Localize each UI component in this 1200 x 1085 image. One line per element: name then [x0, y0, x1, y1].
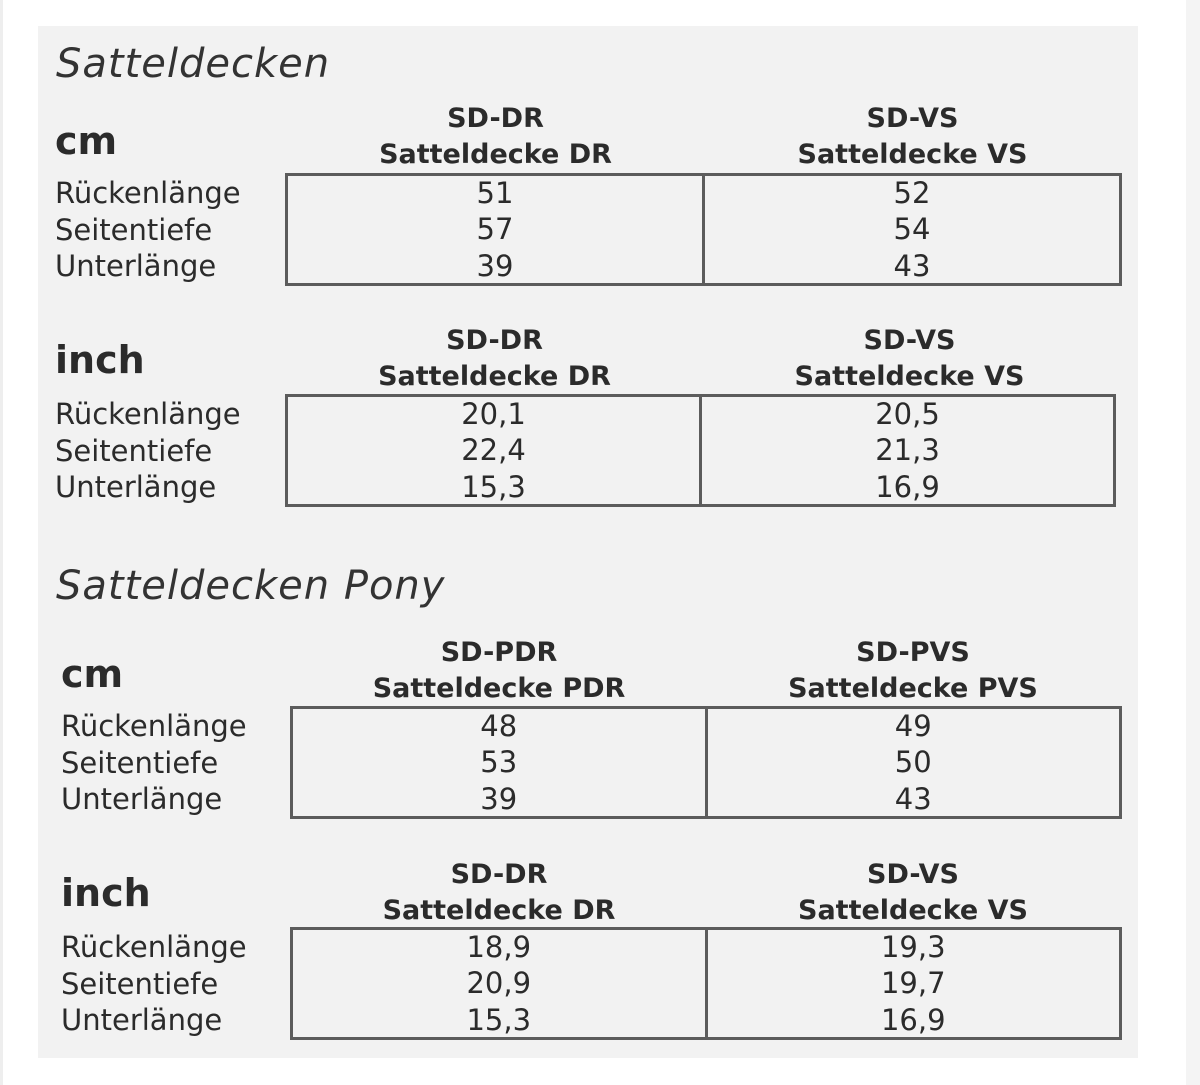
column-header — [704, 101, 1121, 173]
table-cell: 50 — [894, 745, 932, 780]
table-column — [293, 709, 705, 816]
row-labels — [61, 708, 247, 818]
row-label: Unterlänge — [55, 470, 217, 504]
row-label: Rückenlänge — [61, 930, 247, 964]
table-column — [288, 176, 702, 283]
size-table — [290, 706, 1122, 819]
table-cell: 51 — [476, 175, 514, 210]
column-header — [287, 101, 704, 173]
column-code: SD-VS — [867, 859, 959, 890]
column-code: SD-VS — [863, 325, 956, 356]
table-cell: 16,9 — [880, 1002, 946, 1037]
column-code: SD-DR — [450, 859, 548, 890]
row-label: Unterlänge — [61, 782, 223, 816]
row-label: Rückenlänge — [55, 397, 241, 431]
left-edge — [0, 0, 3, 1085]
table-cell: 57 — [476, 212, 514, 247]
row-labels — [55, 396, 241, 506]
column-name: Satteldecke DR — [379, 139, 612, 170]
column-name: Satteldecke VS — [797, 139, 1028, 170]
column-header — [292, 857, 706, 929]
size-table — [285, 394, 1116, 507]
column-name: Satteldecke VS — [798, 895, 1028, 926]
column-header — [706, 635, 1120, 707]
unit-label: cm — [55, 119, 118, 163]
table-cell: 39 — [480, 781, 518, 816]
table-column — [293, 930, 705, 1037]
row-labels — [61, 929, 247, 1039]
table-cell: 20,5 — [875, 396, 940, 431]
table-cell: 18,9 — [466, 929, 532, 964]
column-name: Satteldecke PDR — [372, 673, 626, 704]
row-label: Rückenlänge — [61, 709, 247, 743]
table-cell: 53 — [480, 745, 518, 780]
unit-label: cm — [61, 652, 124, 696]
table-cell: 21,3 — [875, 433, 940, 468]
column-header — [702, 323, 1117, 395]
row-labels — [55, 175, 241, 285]
unit-label: inch — [61, 871, 151, 915]
table-cell: 16,9 — [875, 469, 940, 504]
row-label: Seitentiefe — [55, 433, 213, 468]
table-cell: 15,3 — [461, 469, 526, 504]
row-label: Unterlänge — [55, 249, 217, 283]
table-cell: 43 — [893, 248, 931, 283]
table-cell: 19,3 — [880, 929, 946, 964]
table-cell: 15,3 — [466, 1002, 532, 1037]
table-cell: 20,9 — [466, 966, 532, 1001]
column-name: Satteldecke VS — [794, 361, 1025, 392]
column-name: Satteldecke DR — [378, 361, 611, 392]
column-header — [287, 323, 702, 395]
column-header — [706, 857, 1120, 929]
section-title-satteldecken-pony: Satteldecken Pony — [56, 563, 446, 609]
section-title-satteldecken: Satteldecken — [56, 41, 331, 87]
column-code: SD-PVS — [856, 637, 970, 668]
table-cell: 20,1 — [461, 396, 526, 431]
table-cell: 48 — [480, 708, 518, 743]
table-cell: 19,7 — [880, 966, 946, 1001]
column-name: Satteldecke PVS — [788, 673, 1038, 704]
row-label: Unterlänge — [61, 1003, 223, 1037]
table-cell: 22,4 — [461, 433, 526, 468]
row-label: Seitentiefe — [61, 966, 219, 1001]
size-table — [290, 927, 1122, 1040]
table-column — [702, 176, 1119, 283]
column-code: SD-DR — [447, 103, 544, 134]
table-cell: 43 — [894, 781, 932, 816]
table-cell: 52 — [893, 175, 931, 210]
column-code: SD-VS — [866, 103, 959, 134]
column-code: SD-PDR — [440, 637, 558, 668]
table-column — [699, 397, 1113, 504]
size-table — [285, 173, 1122, 286]
row-label: Seitentiefe — [61, 745, 219, 780]
table-cell: 49 — [894, 708, 932, 743]
table-column — [288, 397, 699, 504]
column-code: SD-DR — [446, 325, 543, 356]
table-column — [705, 930, 1120, 1037]
table-column — [705, 709, 1120, 816]
column-name: Satteldecke DR — [382, 895, 616, 926]
row-label: Seitentiefe — [55, 212, 213, 247]
table-cell: 54 — [893, 212, 931, 247]
table-cell: 39 — [476, 248, 514, 283]
right-edge — [1186, 0, 1200, 1085]
column-header — [292, 635, 706, 707]
row-label: Rückenlänge — [55, 176, 241, 210]
unit-label: inch — [55, 338, 145, 382]
